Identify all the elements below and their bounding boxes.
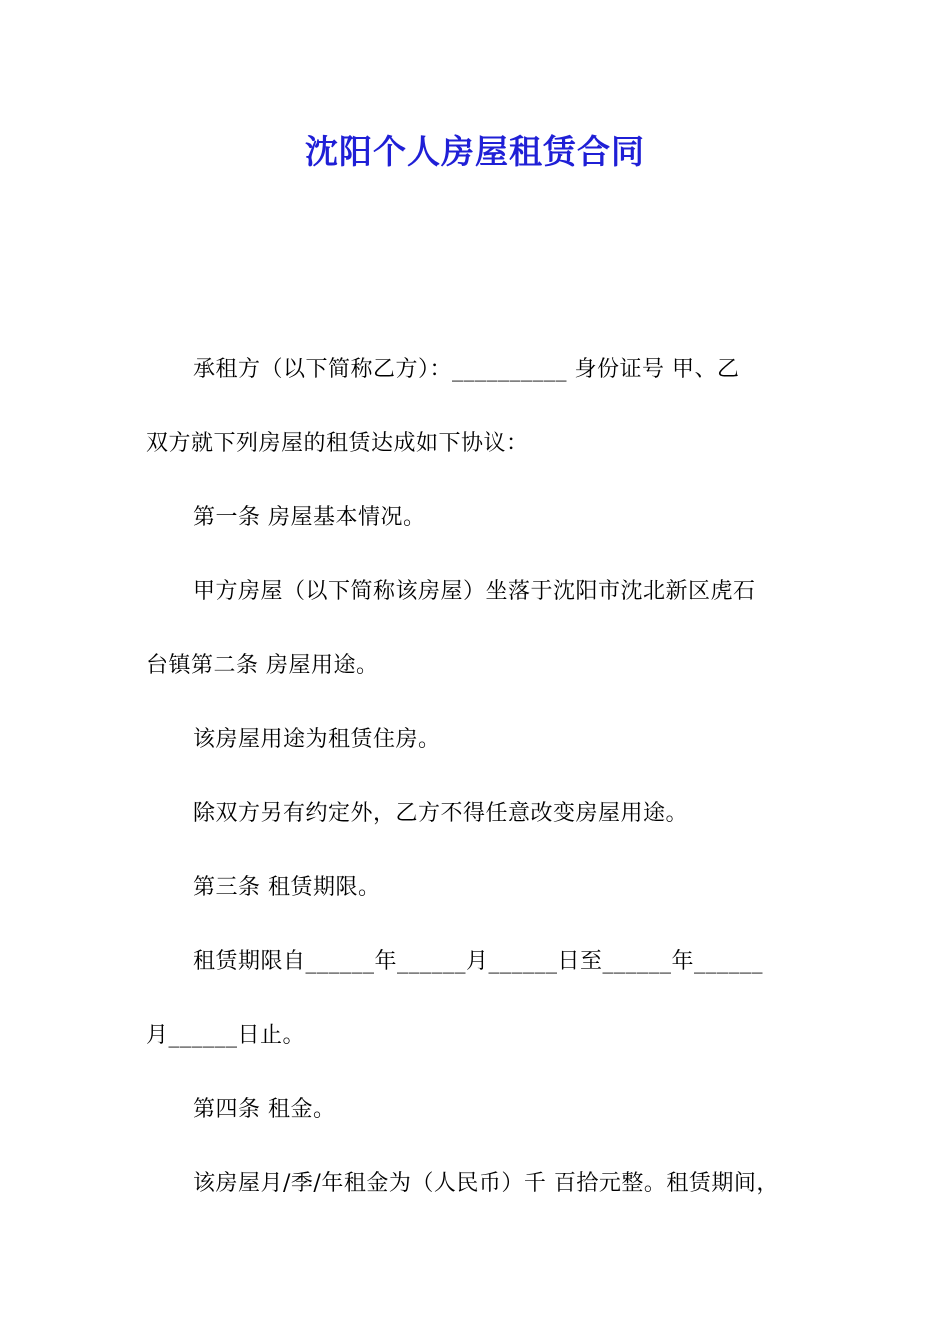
paragraph-line: 该房屋用途为租赁住房。	[193, 727, 441, 752]
paragraph-location-continued	[146, 629, 810, 703]
paragraph-line: 第一条 房屋基本情况。	[193, 505, 426, 530]
paragraph-line: 第三条 租赁期限。	[193, 875, 381, 900]
paragraph-line: 台镇第二条 房屋用途。	[146, 653, 379, 678]
paragraph-use-restriction	[146, 777, 810, 851]
paragraph-use	[146, 703, 810, 777]
paragraph-tenant-continued	[146, 407, 810, 481]
paragraph-line: 该房屋月/季/年租金为（人民币）千 百拾元整。租赁期间，	[193, 1171, 779, 1196]
paragraph-line: 承租方（以下简称乙方）：__________ 身份证号 甲、乙	[193, 357, 740, 382]
paragraph-rent	[146, 1147, 810, 1221]
paragraph-line: 除双方另有约定外，乙方不得任意改变房屋用途。	[193, 801, 689, 826]
paragraph-line: 月______日止。	[146, 1023, 306, 1048]
paragraph-term	[146, 925, 810, 999]
paragraph-line: 租赁期限自______年______月______日至______年______	[193, 949, 764, 974]
paragraph-line: 第四条 租金。	[193, 1097, 336, 1122]
paragraph-tenant	[146, 333, 810, 407]
paragraph-line: 甲方房屋（以下简称该房屋）坐落于沈阳市沈北新区虎石	[193, 579, 756, 604]
article-4-heading	[146, 1073, 810, 1147]
paragraph-line: 双方就下列房屋的租赁达成如下协议：	[146, 431, 529, 456]
document-title: 沈阳个人房屋租赁合同	[305, 132, 645, 171]
paragraph-term-continued	[146, 999, 810, 1073]
document-body	[146, 333, 810, 1221]
paragraph-location	[146, 555, 810, 629]
article-1-heading	[146, 481, 810, 555]
article-3-heading	[146, 851, 810, 925]
